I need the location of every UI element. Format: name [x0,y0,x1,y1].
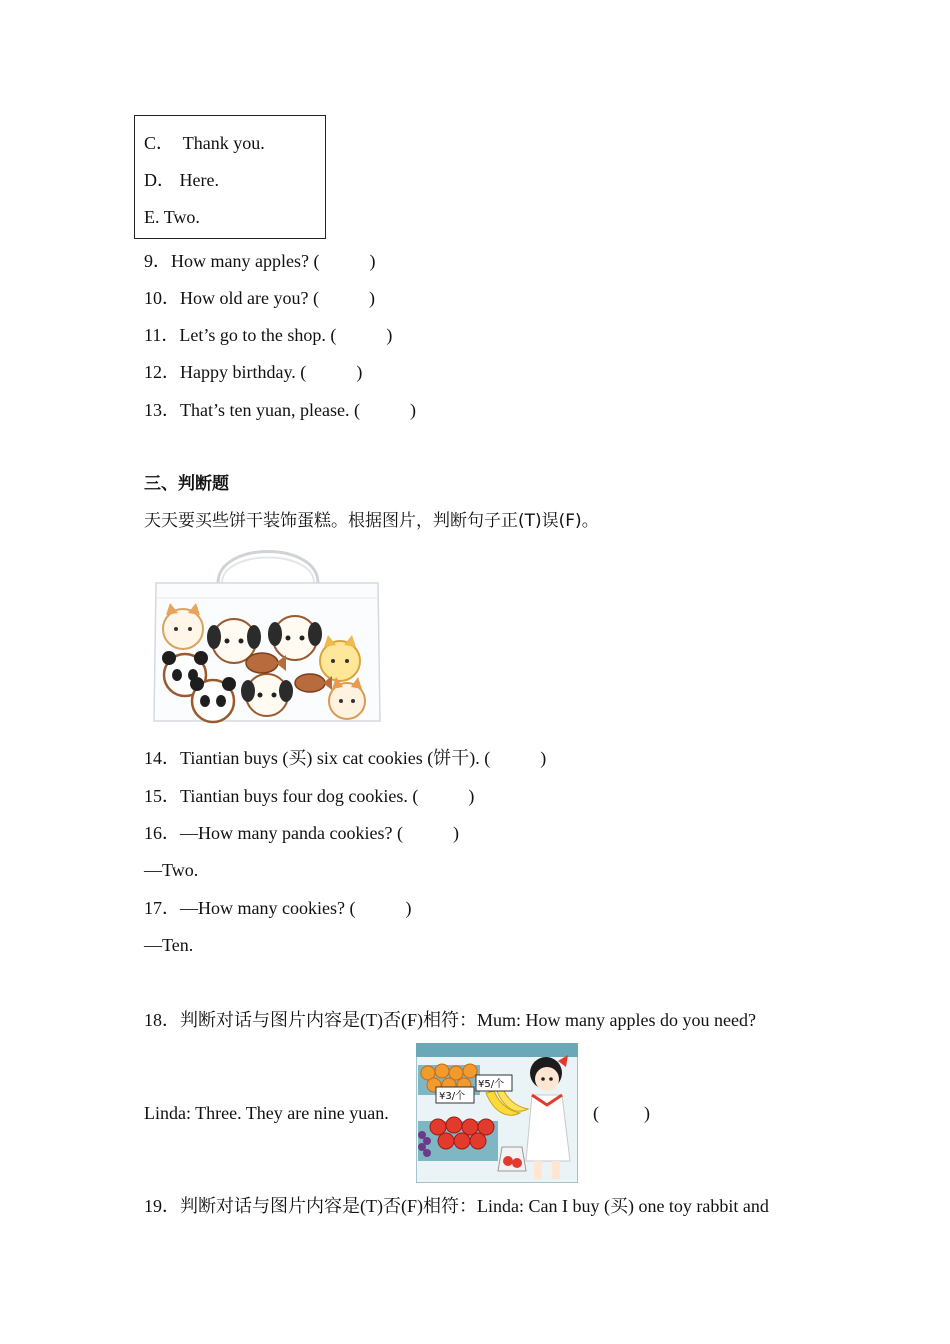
question-18-line1: 18．判断对话与图片内容是(T)否(F)相符：Mum: How many apples do you need? [144,1010,756,1030]
question-10: 10．How old are you? ( ) [144,288,375,308]
section-title: 三、判断题 [144,474,229,494]
question-9: 9．How many apples? ( ) [144,251,376,271]
question-12: 12．Happy birthday. ( ) [144,362,363,382]
question-17-answer: —Ten. [144,935,194,955]
option-d: D． Here. [144,170,219,190]
cat-cookie [329,677,365,719]
question-16-answer: —Two. [144,860,199,880]
section-instruction: 天天要买些饼干装饰蛋糕。根据图片，判断句子正(T)误(F)。 [144,511,599,531]
question-11: 11．Let’s go to the shop. ( ) [144,325,393,345]
cookie-bag-illustration [150,543,385,728]
price-tag-3-yuan [436,1087,474,1103]
question-13: 13．That’s ten yuan, please. ( ) [144,400,416,420]
price-tag-5-yuan [476,1075,512,1091]
question-18-answer-paren: ( ) [593,1103,650,1123]
option-e: E. Two. [144,207,200,227]
question-16: 16．—How many panda cookies? ( ) [144,823,459,843]
option-c: C． Thank you. [144,133,265,153]
cat-cookie [163,603,203,649]
question-19-line1: 19．判断对话与图片内容是(T)否(F)相符：Linda: Can I buy (买) one toy rabbit and [144,1196,769,1216]
cat-cookie [320,635,360,681]
svg-text:¥3/个: ¥3/个 [439,1091,466,1102]
panda-cookie [190,677,236,722]
question-17: 17．—How many cookies? ( ) [144,898,412,918]
fruit-stand-illustration [416,1043,578,1183]
svg-text:¥5/个: ¥5/个 [478,1079,505,1090]
question-14: 14．Tiantian buys (买) six cat cookies (饼干). ( ) [144,748,547,768]
question-15: 15．Tiantian buys four dog cookies. ( ) [144,786,475,806]
answer-options-box [134,115,326,239]
question-18-line2: Linda: Three. They are nine yuan. [144,1103,389,1123]
